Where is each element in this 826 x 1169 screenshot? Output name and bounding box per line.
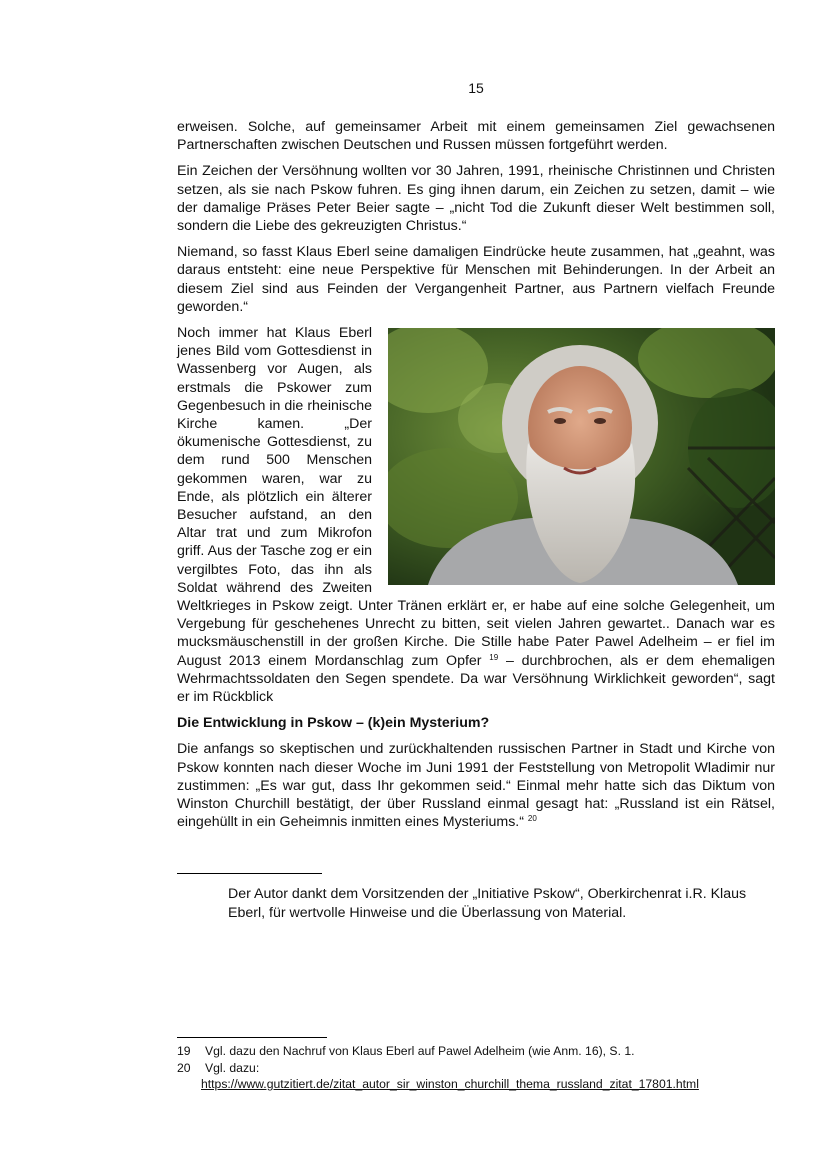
paragraph-5: [177, 740, 775, 831]
portrait-photo: [388, 328, 775, 585]
paragraph-3: Niemand, so fasst Klaus Eberl seine damaligen Eindrücke heute zusammen, hat „geahnt, was daraus entsteht: eine neue Perspektive für Menschen mit Behinderungen. In der Arbeit an diesem Ziel sind aus Feinden der Vergangenheit Partner, aus Partnern vielfach Freunde geworden.“: [177, 244, 775, 315]
author-note: Der Autor dankt dem Vorsitzenden der „Initiative Pskow“, Oberkirchenrat i.R. Klaus Eberl, für wertvolle Hinweise und die Überlassung von Material.: [228, 886, 747, 921]
note-separator: [177, 873, 322, 874]
paragraph-4-text-b: – durchbrochen, als er dem ehemaligen Wehrmachtssoldaten den Segen spendete. Da war Versöhnung Wirklichkeit geworden“, sagt er im Rückblick: [177, 652, 776, 706]
footnote-separator: [177, 1037, 327, 1038]
page-number: 15: [468, 80, 484, 96]
footnote-ref-20[interactable]: 20: [527, 814, 537, 824]
portrait-photo-illustration: [388, 328, 775, 585]
footnote-text: Vgl. dazu:: [205, 1060, 260, 1075]
footnote-text: Vgl. dazu den Nachruf von Klaus Eberl auf Pawel Adelheim (wie Anm. 16), S. 1.: [205, 1044, 635, 1058]
footnote-link[interactable]: https://www.gutzitiert.de/zitat_autor_sir_winston_churchill_thema_russland_zitat_17801.html: [201, 1077, 699, 1091]
photo-text-block: [177, 324, 775, 706]
paragraph-5-text: Die anfangs so skeptischen und zurückhaltenden russischen Partner in Stadt und Kirche von Pskow konnten nach dieser Woche im Juni 1991 der Feststellung von Metropolit Wladimir nur zustimmen: „Es war gut, dass Ihr gekommen seid.“ Einmal mehr hatte sich das Diktum von Winston Churchill bestätigt, der über Russland einmal gesagt hat: „Russland ist ein Rätsel, eingehüllt in ein Geheimnis inmitten eines Mysteriums.“: [177, 741, 775, 831]
footnotes: [177, 1043, 797, 1093]
footnote-19: [177, 1043, 797, 1060]
section-heading: Die Entwicklung in Pskow – (k)ein Mysterium?: [177, 715, 490, 732]
footnote-number: 19: [177, 1044, 191, 1058]
footnote-20: [177, 1060, 797, 1093]
paragraph-2: Ein Zeichen der Versöhnung wollten vor 30 Jahren, 1991, rheinische Christinnen und Christen setzen, als sie nach Pskow fuhren. Es ging ihnen darum, ein Zeichen zu setzen, damit – wie der damalige Präses Peter Beier sagte – „nicht Tod die Zukunft dieser Welt bestimmen soll, sondern die Liebe des gekreuzigten Christus.“: [177, 163, 775, 235]
page-body: [177, 118, 775, 839]
paragraph-1: erweisen. Solche, auf gemeinsamer Arbeit mit einem gemeinsamen Ziel gewachsenen Partnerschaften zwischen Deutschen und Russen müssen fortgeführt werden.: [177, 119, 775, 154]
footnote-number: 20: [177, 1060, 191, 1075]
footnote-ref-19[interactable]: 19: [489, 652, 499, 662]
paragraph-4-text-a: Noch immer hat Klaus Eberl jenes Bild vom Gottesdienst in Wassenberg vor Augen, als erstmals die Pskower zum Gegenbesuch in die rheinische Kirche kamen. „Der ökumenische Gottesdienst, zu dem rund 500 Menschen gekommen waren, war zu Ende, als plötzlich ein älterer Besucher aufstand, an den Altar trat und zum Mikrofon griff. Aus der Tasche zog er ein vergilbtes Foto, das ihn als Soldat während des Zweiten Weltkrieges in Pskow zeigt. Unter Tränen erklärt er, er habe auf eine solche Gelegenheit, um Vergebung für geschehenes Unrecht zu bitten, seit vielen Jahren gewartet.. Danach war es mucksmäuschenstill in der großen Kirche. Die Stille habe Pater Pawel Adelheim – er fiel im August 2013 einem Mordanschlag zum Opfer: [177, 325, 775, 669]
